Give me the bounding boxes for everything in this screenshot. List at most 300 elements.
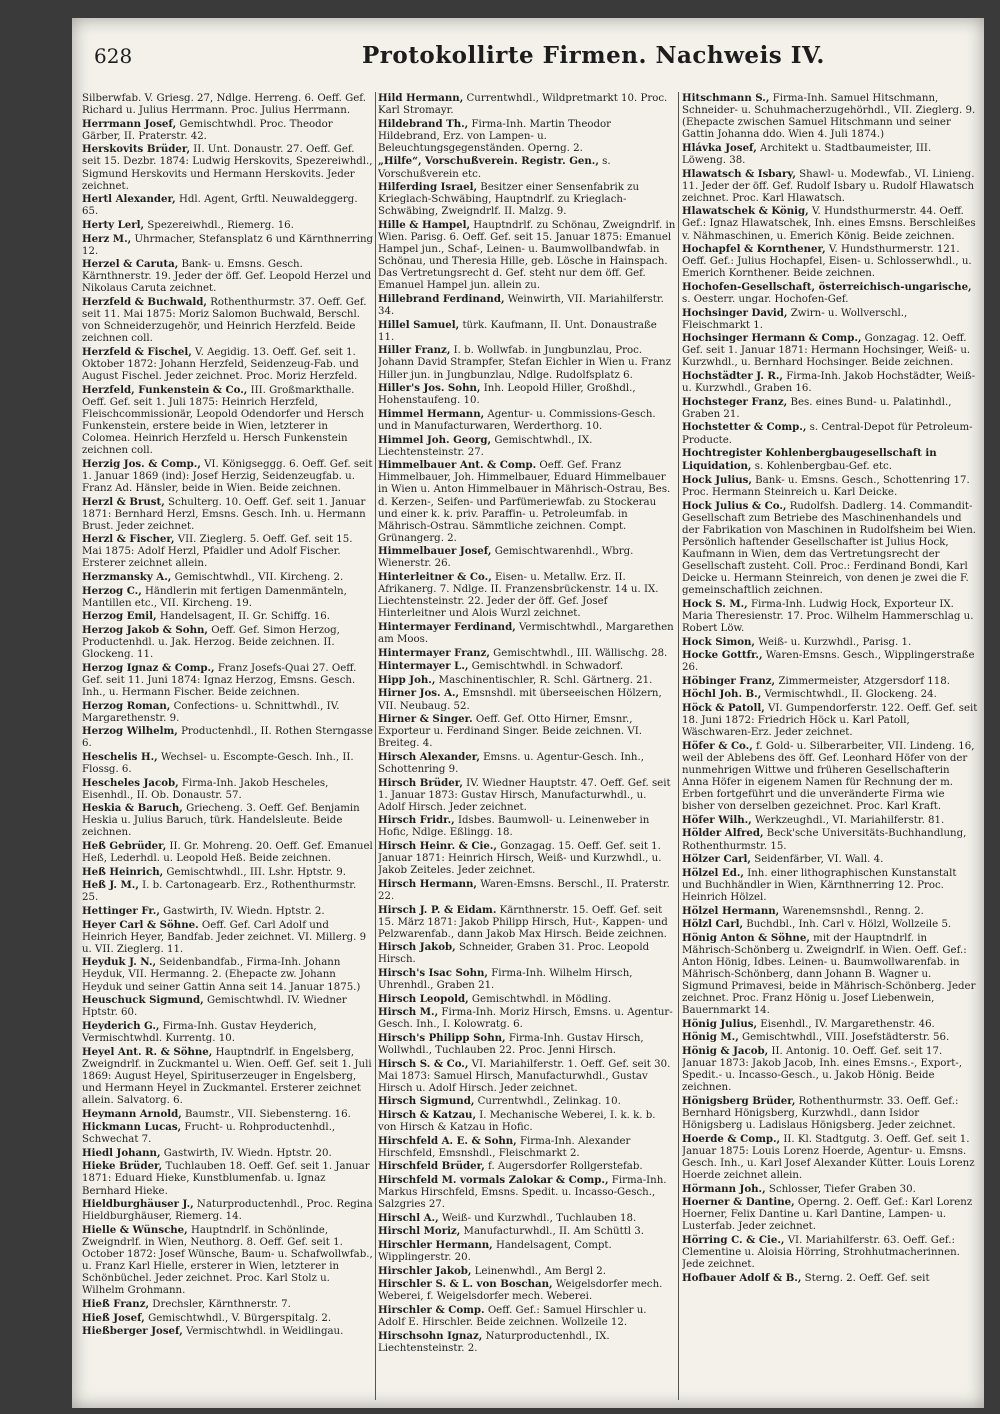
firm-details: Kärnthnerstr. 15. Oeff. Gef. seit 15. März 1871: Jakob Philipp Hirsch, Hut-, Kappen- und Pelzwarenfab., dann Jakob Max Hirsch. Beide zeichnen. [378,904,668,940]
directory-entry [682,1031,978,1044]
directory-entry [682,396,978,421]
page-header [72,40,984,84]
directory-entry [378,219,676,293]
firm-details: Firma-Inh. Gustav Hirsch, Wollwhdl., Tuchlauben 22. Proc. Jenni Hirsch. [378,1032,644,1057]
firm-details: Gemischtwhdl., III. Lshr. Hptstr. 9. [166,866,346,878]
page-number: 628 [94,44,133,68]
directory-entry [82,1020,374,1045]
firm-details: Oeff. Gef.: Samuel Hirschler u. Adolf E. Hirschler. Beide zeichnen. Wollzeile 12. [378,1304,647,1328]
firm-name: Hönig M., [682,1031,739,1044]
directory-column-1 [82,92,374,1400]
firm-name: Hieke Brüder, [82,1160,163,1173]
directory-entry [378,1160,676,1173]
directory-entry [378,1304,676,1329]
firm-name: Hillel Samuel, [378,318,460,331]
firm-details: Firma-Inh. Wilhelm Hirsch, Uhrenhdl., Graben 21. [378,967,633,992]
firm-name: Hild Hermann, [378,92,464,104]
firm-name: Hiedl Johann, [82,1146,161,1159]
directory-entry [682,281,978,306]
firm-details: Beck'sche Universitäts-Buchhandlung, Rothenthurmstr. 15. [682,828,967,852]
firm-details: Schlosser, Tiefer Graben 30. [768,1183,916,1195]
directory-entry [82,258,374,295]
firm-name: Hirschfeld Brüder, [378,1160,485,1173]
firm-details: Firma-Inh. Markus Hirschfeld, Emsns. Spedit. u. Incasso-Gesch., Salzgries 27. [378,1174,667,1211]
firm-details: Gemischtwhdl. IV. Wiedner Hptstr. 60. [82,995,347,1019]
firm-name: Hlávka Josef, [682,141,757,154]
directory-entry [82,725,374,750]
firm-name: Hlawatsch & Isbary, [682,167,796,180]
firm-name: Höbinger Franz, [682,674,776,687]
firm-details: s. Central-Depot für Petroleum-Producte. [682,422,973,446]
firm-name: Hirsch M., [378,1006,439,1019]
firm-name: Hießberger Josef, [82,1325,183,1338]
firm-name: Herzel & Caruta, [82,258,179,271]
firm-name: Hielle & Wünsche, [82,1223,188,1236]
firm-details: Schneider, Graben 31. Proc. Leopold Hirsch. [378,942,650,966]
firm-details: Firma-Inh. Martin Theodor Hildebrand, Erz. von Lampen- u. Beleuchtungsgegenständen. Operng. 2. [378,118,612,154]
firm-details: Oeff. Gef. Otto Hirner, Emsnr., Exporteur u. Ferdinand Singer. Beide zeichnen. VI. Breiteg. 4. [378,714,642,750]
firm-name: Herskovits Brüder, [82,143,191,156]
firm-details: VII. Zieglerg. 5. Oeff. Gef. seit 15. Mai 1875: Adolf Herzl, Pfaidler und Adolf Fischer. Ersterer zeichnet allein. [82,534,353,570]
directory-entry [378,660,676,673]
directory-entry [378,1095,676,1108]
firm-name: Hickmann Lucas, [82,1121,182,1134]
firm-name: Hiller's Jos. Sohn, [378,382,481,395]
directory-entry [378,1174,676,1211]
directory-entry [82,802,374,839]
directory-entry [682,1183,978,1196]
firm-details: Buchdbl., Inh. Carl v. Hölzl, Wollzeile 5. [746,919,952,931]
firm-name: Hitschmann S., [682,92,770,104]
directory-entry [682,92,978,141]
firm-details: f. Augersdorfer Rollgerstefab. [488,1161,643,1173]
directory-entry [378,1330,676,1355]
firm-details: Firma-Inh. Alexander Hirschfeld, Emsnshdl., Fleischmarkt 2. [378,1135,631,1159]
directory-entry [682,675,978,688]
directory-entry [682,740,978,814]
directory-entry [682,853,978,866]
directory-entry [378,545,676,570]
directory-entry [82,1046,374,1107]
firm-name: Herzmansky A., [82,571,172,584]
firm-details: Manufacturwhdl., II. Am Schüttl 3. [463,1226,645,1238]
firm-name: Hirner & Singer. [378,713,473,726]
firm-name: Hirsch Sigmund, [378,1095,475,1108]
firm-details: Zwirn- u. Wollverschl., Fleischmarkt 1. [682,307,908,331]
firm-details: Sterng. 2. Oeff. Gef. seit [804,1272,930,1284]
firm-details: IV. Wiedner Hauptstr. 47. Oeff. Gef. seit 1. Januar 1873: Gustav Hirsch, Manufacturwhdl., u. Adolf Hirsch. Jeder zeichnet. [378,777,671,813]
directory-entry [82,1298,374,1311]
directory-entry [378,777,676,814]
firm-name: Himmelbauer Josef, [378,545,492,558]
firm-name: Hintermayer L., [378,660,469,673]
firm-details: Naturproductenhdl., Proc. Regina Hieldburghäuser, Riemerg. 14. [82,1199,373,1223]
directory-entry [378,967,676,992]
directory-entry [682,827,978,852]
firm-name: Hirsch J. P. & Eidam. [378,903,497,916]
firm-details: Weinwirth, VII. Mariahilferstr. 34. [378,294,664,318]
firm-name: Hirschler & Comp. [378,1303,485,1316]
firm-name: Hirsch Alexander, [378,750,480,763]
directory-entry [682,636,978,649]
directory-entry [82,866,374,879]
firm-details: Drechsler, Kärnthnerstr. 7. [152,1298,291,1310]
firm-name: Höfer & Co., [682,739,753,752]
firm-details: Uhrmacher, Stefansplatz 6 und Kärnthnerring 12. [82,233,374,257]
directory-entry [378,1058,676,1095]
firm-name: Hölzer Carl, [682,853,751,866]
directory-entry [682,500,978,598]
directory-entry [682,1272,978,1285]
directory-entry [378,751,676,776]
directory-entry [82,1108,374,1121]
firm-name: Hoerde & Comp., [682,1132,781,1145]
firm-details: Firma-Inh. Jakob Hochstädter, Weiß- u. Kurzwhdl., Graben 16. [682,371,976,395]
directory-entry [378,713,676,750]
firm-details: Currentwhdl., Wildpretmarkt 10. Proc. Karl Stromayr. [378,93,668,117]
directory-entry [82,1198,374,1223]
firm-name: Heß Heinrich, [82,865,164,878]
firm-details: Oeff. Gef. Franz Himmelbauer, Joh. Himmelbauer, Eduard Himmelbauer in Wien u. Anton Himmelbauer in Mährisch-Ostrau, Bes. d. Kerzen-, Seifen- und Parfümeriewfab. zu Stockerau und einer k. k. priv. Paraffin- u. Petroleumfab. in Mährisch-Ostrau. Sämmtliche zeichnen. Compt. Grünangerg. 2. [378,460,671,544]
firm-details: Rothenthurmstr. 33. Oeff. Gef.: Bernhard Hönigsberg, Kurzwhdl., dann Isidor Hönigsberg u. Ladislaus Hönigsberg. Jeder zeichnet. [682,1095,959,1132]
directory-entry [682,1196,978,1233]
firm-name: Hölder Alfred, [682,827,764,840]
firm-name: Heyel Ant. R. & Söhne, [82,1045,213,1058]
firm-details: Schulterg. 10. Oeff. Gef. seit 1. Januar 1871: Bernhard Herzl, Emsns. Gesch. Inh. u. Hermann Brust. Jeder zeichnet. [82,496,366,532]
firm-details: III. Großmarkthalle. Oeff. Gef. seit 1. Juli 1875: Heinrich Herzfeld, Fleischcommissionär, Leopold Odendorfer und Hersch Funkenstein, erstere beide in Wien, letzterer in Colomea. Heinrich Herzfeld u. Hersch Funkenstein zeichnen coll. [82,384,364,457]
firm-name: Heymann Arnold, [82,1107,182,1120]
directory-entry [82,384,374,458]
firm-name: Heß J. M., [82,879,139,892]
firm-details: VI. Königseggg. 6. Oeff. Gef. seit 1. Januar 1869 (ind): Josef Herzig, Seidenzeugfab. u. Franz Ad. Hänsler, beide in Wien. Beide zeichnen. [82,458,373,494]
firm-name: Hieldburghäuser J., [82,1198,194,1211]
directory-entry [378,993,676,1006]
firm-name: Heskia & Baruch, [82,802,183,815]
firm-details: Idsbes. Baumwoll- u. Leinenweber in Hofic, Ndlge. Eßlingg. 18. [378,815,650,839]
directory-entry [82,700,374,725]
firm-name: Herzog Wilhelm, [82,725,178,738]
firm-details: II. Unt. Donaustr. 27. Oeff. Gef. seit 15. Dezbr. 1874: Ludwig Herskovits, Spezereiwhdl., Sigmund Herskovits und Hermann Herskovits. Jeder zeichnet. [82,144,373,192]
firm-name: Hirschler Jakob, [378,1264,472,1277]
directory-entry [82,1147,374,1160]
firm-details: Firma-Inh. Jakob Hescheles, Eisenhdl., II. Ob. Donaustr. 57. [82,777,329,801]
directory-entry [82,662,374,699]
directory-entry [682,447,978,473]
firm-name: „Hilfe“, Vorschußverein. Registr. Gen., [378,155,599,168]
firm-details: Vermischtwhdl., II. Glockeng. 24. [764,689,937,701]
directory-entry [682,905,978,918]
firm-name: Hock Julius, [682,473,752,486]
firm-details: Hdl. Agent, Grftl. Neuwaldeggerg. 65. [82,194,358,218]
firm-details: Maschinentischler, R. Schl. Gärtnerg. 21. [438,674,653,686]
firm-details: Weiß- u. Kurzwhdl., Parisg. 1. [758,636,912,648]
firm-name: Hlawatschek & König, [682,205,809,218]
directory-entry [682,702,978,739]
firm-details: Operng. 2. Oeff. Gef.: Karl Lorenz Hoerner, Felix Dantine u. Karl Dantine, Lampen- u. Lusterfab. Jeder zeichnet. [682,1197,973,1233]
directory-entry [82,1224,374,1298]
directory-entry [378,319,676,344]
firm-details: Currentwhdl., Zelinkag. 10. [477,1096,621,1108]
firm-name: Hochsinger Hermann & Comp., [682,332,862,345]
firm-name: Heyderich G., [82,1019,160,1032]
firm-name: Hirsch's Isac Sohn, [378,966,488,979]
directory-entry [378,1032,676,1057]
directory-entry [378,941,676,966]
directory-entry [378,1225,676,1238]
firm-details: Weiß- und Kurzwhdl., Tuchlauben 18. [441,1212,637,1224]
directory-entry [82,346,374,383]
firm-details: Hauptndrlf. zu Schönau, Zweigndrlf. in Wien. Parisg. 6. Oeff. Gef. seit 15. Januar 1875: Emanuel Hampel jun., Schaf-, Leinen- u. Baumwollbandwfab. in Schönau, und Theresia Hille, geb. Lösche in Hainspach. Das Vertretungsrecht d. Gef. steht nur dem öff. Gef. Emanuel Hampel jun. allein zu. [378,219,676,292]
firm-name: Höchl Joh. B., [682,688,762,701]
firm-details: II. Gr. Mohreng. 20. Oeff. Gef. Emanuel Heß, Lederhdl. u. Leopold Heß. Beide zeichnen. [82,841,373,865]
firm-name: Hirsch Jakob, [378,941,456,954]
firm-name: Hirsch & Katzau, [378,1109,476,1121]
firm-name: Hipp Joh., [378,673,436,686]
firm-details: Griecheng. 3. Oeff. Gef. Benjamin Heskia u. Julius Baruch, türk. Handelsleute. Beide zeichnen. [82,803,360,839]
directory-entry [682,168,978,205]
firm-name: Heyduk J. N., [82,956,157,969]
directory-entry [82,840,374,865]
firm-details: Gonzagag. 15. Oeff. Gef. seit 1. Januar 1871: Heinrich Hirsch, Weiß- und Kurzwhdl., u. Jakob Zeiteles. Jeder zeichnet. [378,841,662,877]
directory-entry [682,688,978,701]
firm-details: Wechsel- u. Escompte-Gesch. Inh., II. Flossg. 6. [82,751,354,775]
column-divider [678,92,679,1400]
firm-details: Oeff. Gef. Carl Adolf und Heinrich Heyer, Bandfab. Jeder zeichnet. VI. Millerg. 9 u. VII. Zieglerg. 11. [82,919,367,955]
directory-entry [82,585,374,610]
directory-entry [682,142,978,167]
directory-entry [378,382,676,407]
directory-entry [82,1312,374,1325]
directory-entry [682,243,978,280]
directory-entry [378,878,676,903]
firm-details: Baumstr., VII. Siebensterng. 16. [185,1108,351,1120]
directory-entry [378,1109,676,1134]
directory-entry [378,1265,676,1278]
directory-entry [682,867,978,904]
firm-details: Naturproductenhdl., IX. Liechtensteinstr. 2. [378,1330,610,1354]
directory-entry [378,181,676,218]
firm-name: Hirschler Hermann, [378,1238,493,1251]
directory-entry [682,1045,978,1094]
firm-name: Hönigsberg Brüder, [682,1094,796,1107]
firm-name: Hirsch S. & Co., [378,1057,469,1070]
directory-entry [82,219,374,232]
firm-name: Hochstädter J. R., [682,370,783,383]
directory-entry [378,92,676,117]
directory-entry [82,1325,374,1338]
firm-details: VI. Gumpendorferstr. 122. Oeff. Gef. seit 18. Juni 1872: Friedrich Höck u. Karl Patoll, Wäschwaren-Erz. Jeder zeichnet. [682,703,978,739]
directory-entry [82,956,374,993]
firm-name: Hirschl Moriz, [378,1225,461,1238]
firm-name: Hölzel Ed., [682,866,744,879]
directory-entry [82,905,374,918]
firm-details: Gemischtwhdl., IX. Liechtensteinstr. 27. [378,434,593,458]
firm-details: Firma-Inh. Ludwig Hock, Exporteur IX. Maria Theresienstr. 17. Proc. Wilhelm Hammerschlag u. Robert Löw. [682,598,974,634]
firm-name: Hieß Franz, [82,1297,150,1310]
firm-details: Eisenhdl., IV. Margarethenstr. 46. [760,1018,935,1030]
firm-details: Bank- u. Emsns. Gesch. Kärnthnerstr. 19. Jeder der öff. Gef. Leopold Herzel und Nikolaus Caruta zeichnet. [82,259,372,295]
firm-details: f. Gold- u. Silberarbeiter, VII. Lindeng. 16, weil der Ablebens des öff. Gef. Leonhard Höfer von der nunmehrigen Wittwe und früheren Gesellschafterin Anna Höfer in eigenem Namen für Rechnung der m. Erben fortgeführt und die unveränderte Firma wie bisher von derselben gezeichnet. Proc. Karl Kraft. [682,740,975,813]
firm-details: Gemischtwarenhdl., Wbrg. Wienerstr. 26. [378,546,634,570]
column-divider [375,92,376,1400]
firm-name: Hirsch Brüder, [378,776,463,789]
firm-name: Hochofen-Gesellschaft, österreichisch-ungarische, [682,280,972,293]
directory-entry [82,496,374,533]
firm-details: Franz Josefs-Quai 27. Oeff. Gef. seit 11. Juni 1874: Ignaz Herzog, Emsns. Gesch. Inh., u. Hermann Fischer. Beide zeichnen. [82,662,357,698]
firm-name: Hiller Franz, [378,344,451,357]
firm-name: Hirsch Hermann, [378,877,477,890]
directory-entry [378,1278,676,1303]
directory-entry [378,408,676,433]
firm-name: Herzog Roman, [82,699,171,712]
firm-name: Hörmann Joh., [682,1182,766,1195]
firm-name: Himmelbauer Ant. & Comp. [378,459,537,472]
firm-name: Heyer Carl & Söhne. [82,918,199,931]
directory-entry [82,233,374,258]
firm-details: Inh. Leopold Hiller, Großhdl., Hohenstaufeng. 10. [378,383,636,407]
directory-entry [82,458,374,495]
firm-details: Spezereiwhdl., Riemerg. 16. [147,219,294,231]
firm-details: Tuchlauben 18. Oeff. Gef. seit 1. Januar 1871: Eduard Hieke, Kunstblumenfab. u. Ignaz Bernhard Hieke. [82,1161,370,1197]
directory-column-3 [682,92,978,1400]
firm-details: Gemischtwhdl., V. Bürgerspitalg. 2. [148,1312,332,1324]
directory-entry [82,879,374,904]
firm-name: Hescheles Jacob, [82,776,179,789]
firm-name: Hirsch Leopold, [378,992,469,1005]
directory-entry [378,1135,676,1160]
firm-details: Hauptndrlf. in Engelsberg, Zweigndrlf. in Zuckmantel u. Wien. Oeff. Gef. seit 1. Juli 1869: August Heyel, Spirituserzeuger in Engelsberg, und Hermann Heyel in Zuckmantel. Ersterer zeichnet allein. Salvatorg. 6. [82,1046,372,1106]
firm-name: Herzfeld, Funkenstein & Co., [82,383,248,396]
firm-details: Gonzagag. 12. Oeff. Gef. seit 1. Januar 1871: Hermann Hochsinger, Weiß- u. Kurzwhdl., u. Bernhard Hochsinger. Beide zeichnen. [682,333,971,369]
directory-entry [82,994,374,1019]
firm-name: Hinterleitner & Co., [378,571,492,584]
firm-name: Hirschsohn Ignaz, [378,1329,483,1342]
firm-name: Heschelis H., [82,750,158,763]
firm-details: Gemischtwhdl., VII. Kircheng. 2. [174,572,344,584]
firm-name: Hochtregister Kohlenbergbaugesellschaft in Liquidation, [682,447,937,473]
directory-entry [378,621,676,646]
directory-entry [682,1018,978,1031]
directory-entry [378,293,676,318]
firm-name: Hilferding Israel, [378,181,478,194]
firm-name: Herzog Emil, [82,610,157,623]
firm-details: Bes. eines Bund- u. Palatinhdl., Graben 21. [682,396,952,420]
directory-entry [378,674,676,687]
firm-name: Himmel Hermann, [378,407,485,420]
directory-entry [682,332,978,369]
directory-entry [82,571,374,584]
firm-name: Hock Simon, [682,635,755,648]
firm-details: V. Hundsthurmerstr. 121. Oeff. Gef.: Julius Hochapfel, Eisen- u. Schlosserwhdl., u. Emerich Kornthener. Beide zeichnen. [682,244,972,280]
firm-name: Höfer Wilh., [682,813,752,826]
firm-name: Herzl & Brust, [82,495,165,508]
directory-entry [378,647,676,660]
firm-name: Herzfeld & Buchwald, [82,296,207,308]
firm-name: Hochstetter & Comp., [682,421,807,434]
firm-name: Hönig Julius, [682,1017,758,1030]
firm-details: Warenemsnshdl., Renng. 2. [782,905,924,917]
directory-entry [378,814,676,839]
firm-details: Productenhdl., II. Rothen Sterngasse 6. [82,726,373,750]
firm-details: Vermischtwhdl. in Weidlingau. [186,1326,344,1338]
directory-entry [82,533,374,570]
directory-entry [682,1095,978,1132]
directory-entry [378,1006,676,1031]
firm-name: Himmel Joh. Georg, [378,433,492,446]
firm-name: Hirschler S. & L. von Boschan, [378,1278,553,1291]
firm-details: Gemischtwhdl., III. Wällischg. 28. [493,647,668,659]
firm-name: Herzog Jakob & Sohn, [82,623,208,636]
directory-column-2 [378,92,676,1400]
firm-details: VI. Mariahilferstr. 1. Oeff. Gef. seit 30. Mai 1873: Samuel Hirsch, Manufacturwhdl., Gustav Hirsch u. Adolf Hirsch. Jeder zeichnet. [378,1058,671,1094]
firm-details: Rudolfsh. Dadlerg. 14. Commandit-Gesellschaft zum Betriebe des Maschinenhandels und der Fabrikation von Maschinen in Rudolfsheim bei Wien. Persönlich haftender Gesellschafter ist Julius Hock, Kaufmann in Wien, dem das Vertretungsrecht der Gesellschaft zusteht. Coll. Proc.: Ferdinand Bondi, Karl Deicke u. Hermann Steinreich, von denen je zwei die F. gemeinschaftlich zeichnen. [682,500,976,597]
directory-entry [378,434,676,459]
firm-details: Firma-Inh. Samuel Hitschmann, Schneider- u. Schuhmacherzugehörhdl., VII. Zieglerg. 9. (Ehepacte zwischen Samuel Hitschmann und seiner Gattin Johanna ddo. Wien 4. Juli 1874.) [682,93,976,141]
firm-name: Hocke Gottfr., [682,649,763,662]
firm-details: s. Oesterr. ungar. Hochofen-Gef. [682,294,849,305]
firm-name: Hochapfel & Kornthener, [682,243,826,256]
firm-name: Herzfeld & Fischel, [82,345,192,358]
directory-entry [682,918,978,931]
directory-entry [682,814,978,827]
firm-details: Gemischtwhdl. in Schwadorf. [471,661,624,673]
directory-entry [682,474,978,499]
firm-name: Hönig & Jacob, [682,1045,769,1058]
firm-name: Hölzel Hermann, [682,904,780,917]
firm-details: Seidenfärber, VI. Wall. 4. [754,854,884,866]
firm-details: I. Mechanische Weberei, I. k. k. b. von Hirsch & Katzau in Hofic. [378,1110,656,1134]
firm-details: Firma-Inh. Gustav Heyderich, Vermischtwhdl. Kurrentg. 10. [82,1020,317,1044]
firm-details: türk. Kaufmann, II. Unt. Donaustraße 11. [378,319,657,343]
firm-name: Hillebrand Ferdinand, [378,293,505,305]
firm-details: Gemischtwhdl. in Mödling. [471,993,612,1005]
firm-name: Herz M., [82,232,132,245]
directory-entry [378,459,676,545]
directory-entry [378,904,676,941]
firm-details: Hauptndrlf. in Schönlinde, Zweigndrlf. in Wien, Neuthorg. 8. Oeff. Gef. seit 1. October 1872: Josef Wünsche, Baum- u. Schafwollwfab., u. Franz Karl Hielle, ersterer in Wien, letzterer in Schönbüchel. Jeder zeichnet. Proc. Karl Stolz u. Wilhelm Grohmann. [82,1224,373,1297]
directory-entry [82,919,374,956]
firm-details: Gemischtwhdl., VIII. Josefstädterstr. 56. [742,1032,950,1044]
firm-details: V. Aegidig. 13. Oeff. Gef. seit 1. Oktober 1872: Johann Herzfeld, Seidenzeug-Fab. und August Fischel. Jeder zeichnet. Proc. Moriz Herzfeld. [82,346,359,383]
firm-name: Herrmann Josef, [82,117,177,130]
firm-details: Confections- u. Schnittwhdl., IV. Margarethenstr. 9. [82,700,340,724]
firm-details: Agentur- u. Commissions-Gesch. und in Manufacturwaren, Werderthorg. 10. [378,408,656,432]
directory-entry [378,571,676,620]
firm-details: s. Vorschußverein etc. [378,156,611,180]
firm-name: Hertl Alexander, [82,193,176,206]
directory-entry [378,687,676,712]
firm-details: Firma-Inh. Moriz Hirsch, Emsns. u. Agentur-Gesch. Inh., I. Kolowratg. 6. [378,1007,673,1031]
firm-details: I. b. Wollwfab. in Jungbunzlau, Proc. Johann David Strampfer, Stefan Eichler in Wien u. Franz Hiller jun. in Jungbunzlau, Ndlge. Rudolfsplatz 6. [378,345,671,381]
firm-details: Händlerin mit fertigen Damenmänteln, Mantillen etc., VII. Kircheng. 19. [82,585,347,609]
firm-details: II. Kl. Stadtgutg. 3. Oeff. Gef. seit 1. Januar 1875: Louis Lorenz Hoerde, Agentur- u. Emsns. Gesch. Inh., u. Karl Josef Alexander Kütter. Louis Lorenz Hoerde zeichnet allein. [682,1133,975,1181]
firm-name: Hieß Josef, [82,1311,145,1324]
firm-name: Hörring C. & Cie., [682,1233,785,1246]
directory-entry [378,118,676,155]
directory-entry [682,205,978,242]
firm-name: Heß Gebrüder, [82,840,167,853]
firm-name: Hoerner & Dantine, [682,1196,795,1209]
directory-entry [682,649,978,674]
firm-details: Besitzer einer Sensenfabrik zu Krieglach-Schwäbing, Hauptndrlf. zu Krieglach-Schwäbing, Zweigndrlf. II. Malzg. 9. [378,182,640,218]
firm-name: Hille & Hampel, [378,218,471,231]
firm-details: Zimmermeister, Atzgersdorf 118. [778,675,950,687]
firm-name: Hock Julius & Co., [682,499,787,512]
firm-details: Frucht- u. Rohproductenhdl., Schwechat 7. [82,1122,336,1146]
directory-entry [82,1160,374,1197]
directory-entry [682,370,978,395]
firm-details: Weigelsdorfer mech. Weberei, f. Weigelsdorfer mech. Weberei. [378,1279,663,1303]
